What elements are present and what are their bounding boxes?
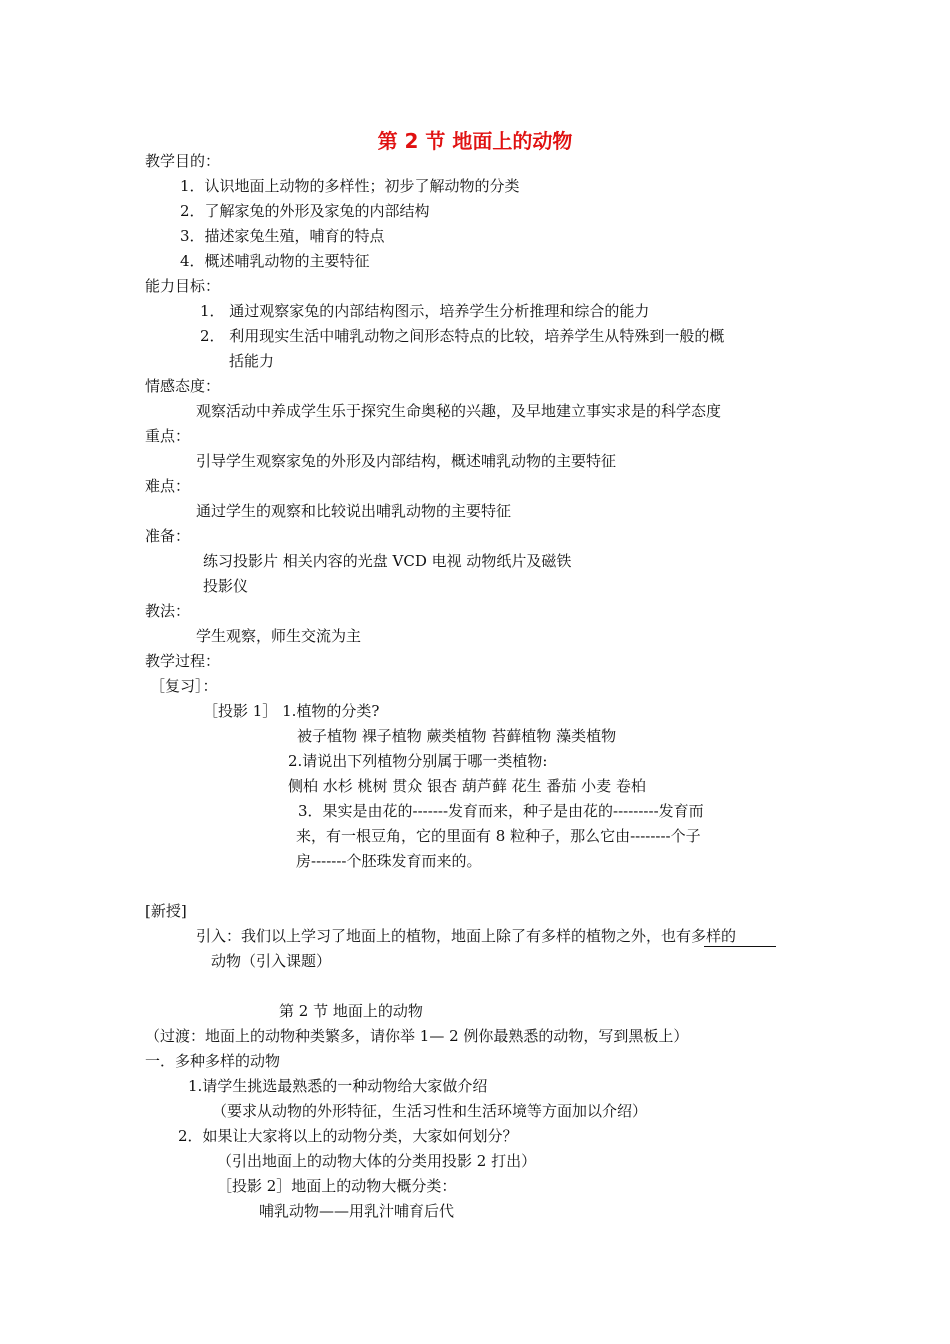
paragraph: 侧柏 水杉 桃树 贯众 银杏 葫芦藓 花生 番茄 小麦 卷柏 xyxy=(288,777,646,795)
list-item-continuation: 括能力 xyxy=(229,352,275,370)
paragraph: 被子植物 裸子植物 蕨类植物 苔藓植物 藻类植物 xyxy=(297,727,617,745)
paragraph: ［投影 2］地面上的动物大概分类： xyxy=(217,1177,457,1195)
list-item: 2． 利用现实生活中哺乳动物之间形态特点的比较，培养学生从特殊到一般的概 xyxy=(200,327,725,345)
section-heading: 一．多种多样的动物 xyxy=(145,1052,281,1070)
paragraph: 来，有一根豆角，它的里面有 8 粒种子，那么它由--------个子 xyxy=(296,827,701,845)
paragraph: （过渡：地面上的动物种类繁多，请你举 1— 2 例你最熟悉的动物，写到黑板上） xyxy=(145,1027,689,1045)
paragraph: 引导学生观察家兔的外形及内部结构，概述哺乳动物的主要特征 xyxy=(196,452,617,470)
section-heading-process: 教学过程： xyxy=(145,652,221,670)
paragraph: 观察活动中养成学生乐于探究生命奥秘的兴趣，及早地建立事实求是的科学态度 xyxy=(196,402,722,420)
paragraph: 哺乳动物——用乳汁哺育后代 xyxy=(259,1202,455,1220)
list-item: 2．了解家兔的外形及家兔的内部结构 xyxy=(180,202,430,220)
paragraph: 学生观察，师生交流为主 xyxy=(196,627,362,645)
paragraph: 引入：我们以上学习了地面上的植物，地面上除了有多样的植物之外，也有多样的 xyxy=(196,927,737,945)
paragraph: 房-------个胚珠发育而来的。 xyxy=(296,852,482,870)
list-item: 1． 通过观察家兔的内部结构图示，培养学生分析推理和综合的能力 xyxy=(200,302,650,320)
section-heading-new-lesson: [新授] xyxy=(145,902,187,920)
section-heading-teaching-goals: 教学目的： xyxy=(145,152,221,170)
paragraph: 3．果实是由花的-------发育而来，种子是由花的---------发育而 xyxy=(298,802,704,820)
section-heading-ability-goals: 能力目标： xyxy=(145,277,221,295)
section-heading-attitude: 情感态度： xyxy=(145,377,221,395)
paragraph: （引出地面上的动物大体的分类用投影 2 打出） xyxy=(217,1152,537,1170)
underline xyxy=(704,946,776,947)
list-item: 2．如果让大家将以上的动物分类，大家如何划分？ xyxy=(178,1127,518,1145)
paragraph: 练习投影片 相关内容的光盘 VCD 电视 动物纸片及磁铁 xyxy=(203,552,572,570)
section-heading-preparation: 准备： xyxy=(145,527,191,545)
section-heading-difficulties: 难点： xyxy=(145,477,191,495)
section-heading-review: ［复习］： xyxy=(150,677,218,695)
paragraph: ［投影 1］ 1.植物的分类? xyxy=(203,702,380,720)
paragraph: （要求从动物的外形特征，生活习性和生活环境等方面加以介绍） xyxy=(212,1102,648,1120)
page-title: 第 2 节 地面上的动物 xyxy=(377,129,573,153)
paragraph: 2.请说出下列植物分别属于哪一类植物: xyxy=(288,752,548,770)
paragraph: 投影仪 xyxy=(203,577,249,595)
list-item: 3．描述家兔生殖，哺育的特点 xyxy=(180,227,385,245)
list-item: 1.请学生挑选最熟悉的一种动物给大家做介绍 xyxy=(188,1077,488,1095)
list-item: 1．认识地面上动物的多样性；初步了解动物的分类 xyxy=(180,177,520,195)
section-heading-method: 教法： xyxy=(145,602,191,620)
paragraph: 通过学生的观察和比较说出哺乳动物的主要特征 xyxy=(196,502,512,520)
paragraph: 动物（引入课题） xyxy=(211,952,332,970)
section-heading-key-points: 重点： xyxy=(145,427,191,445)
subsection-title: 第 2 节 地面上的动物 xyxy=(279,1002,423,1020)
list-item: 4．概述哺乳动物的主要特征 xyxy=(180,252,370,270)
